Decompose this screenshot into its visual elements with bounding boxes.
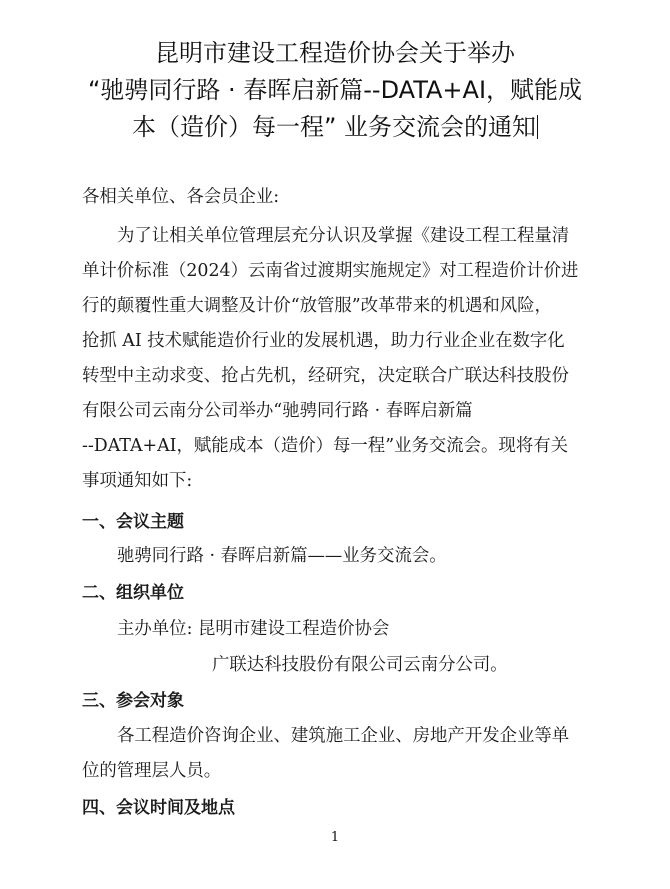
section-4-heading: 四、会议时间及地点 <box>82 798 235 818</box>
title-line-3-wrap <box>0 109 670 146</box>
title-line-2: “驰骋同行路 · 春晖启新篇--DATA+AI，赋能成 <box>87 76 583 104</box>
intro-line-7: --DATA+AI，赋能成本（造价）每一程”业务交流会。现将有关 <box>82 436 568 456</box>
section-2-line-2: 广联达科技股份有限公司云南分公司。 <box>212 655 508 675</box>
title-line-1: 昆明市建设工程造价协会关于举办 <box>155 39 515 67</box>
text-cursor <box>537 115 538 139</box>
page-number: 1 <box>330 830 340 845</box>
section-2-heading: 二、组织单位 <box>82 583 184 603</box>
section-3-line-2: 位的管理层人员。 <box>82 761 222 781</box>
section-1-heading: 一、会议主题 <box>82 512 184 532</box>
intro-line-5: 转型中主动求变、抢占先机，经研究，决定联合广联达科技股份 <box>82 366 569 386</box>
intro-line-6: 有限公司云南分公司举办“驰骋同行路 · 春晖启新篇 <box>82 401 473 421</box>
intro-line-8: 事项通知如下: <box>82 471 193 491</box>
intro-line-1: 为了让相关单位管理层充分认识及掌握《建设工程工程量清 <box>117 226 570 246</box>
notice-title <box>0 35 670 146</box>
intro-line-2: 单计价标准（2024）云南省过渡期实施规定》对工程造价计价进 <box>82 261 579 281</box>
section-3-line-1: 各工程造价咨询企业、建筑施工企业、房地产开发企业等单 <box>117 726 570 746</box>
section-3-heading: 三、参会对象 <box>82 691 184 711</box>
intro-line-3: 行的颠覆性重大调整及计价“放管服”改革带来的机遇和风险， <box>82 296 552 316</box>
salutation: 各相关单位、各会员企业: <box>82 187 280 207</box>
section-2-line-1: 主办单位: 昆明市建设工程造价协会 <box>117 619 390 639</box>
intro-line-4: 抢抓 AI 技术赋能造价行业的发展机遇，助力行业企业在数字化 <box>82 331 565 351</box>
section-1-text: 驰骋同行路 · 春晖启新篇——业务交流会。 <box>117 546 447 566</box>
title-line-3: 本（造价）每一程” 业务交流会的通知 <box>131 113 537 141</box>
